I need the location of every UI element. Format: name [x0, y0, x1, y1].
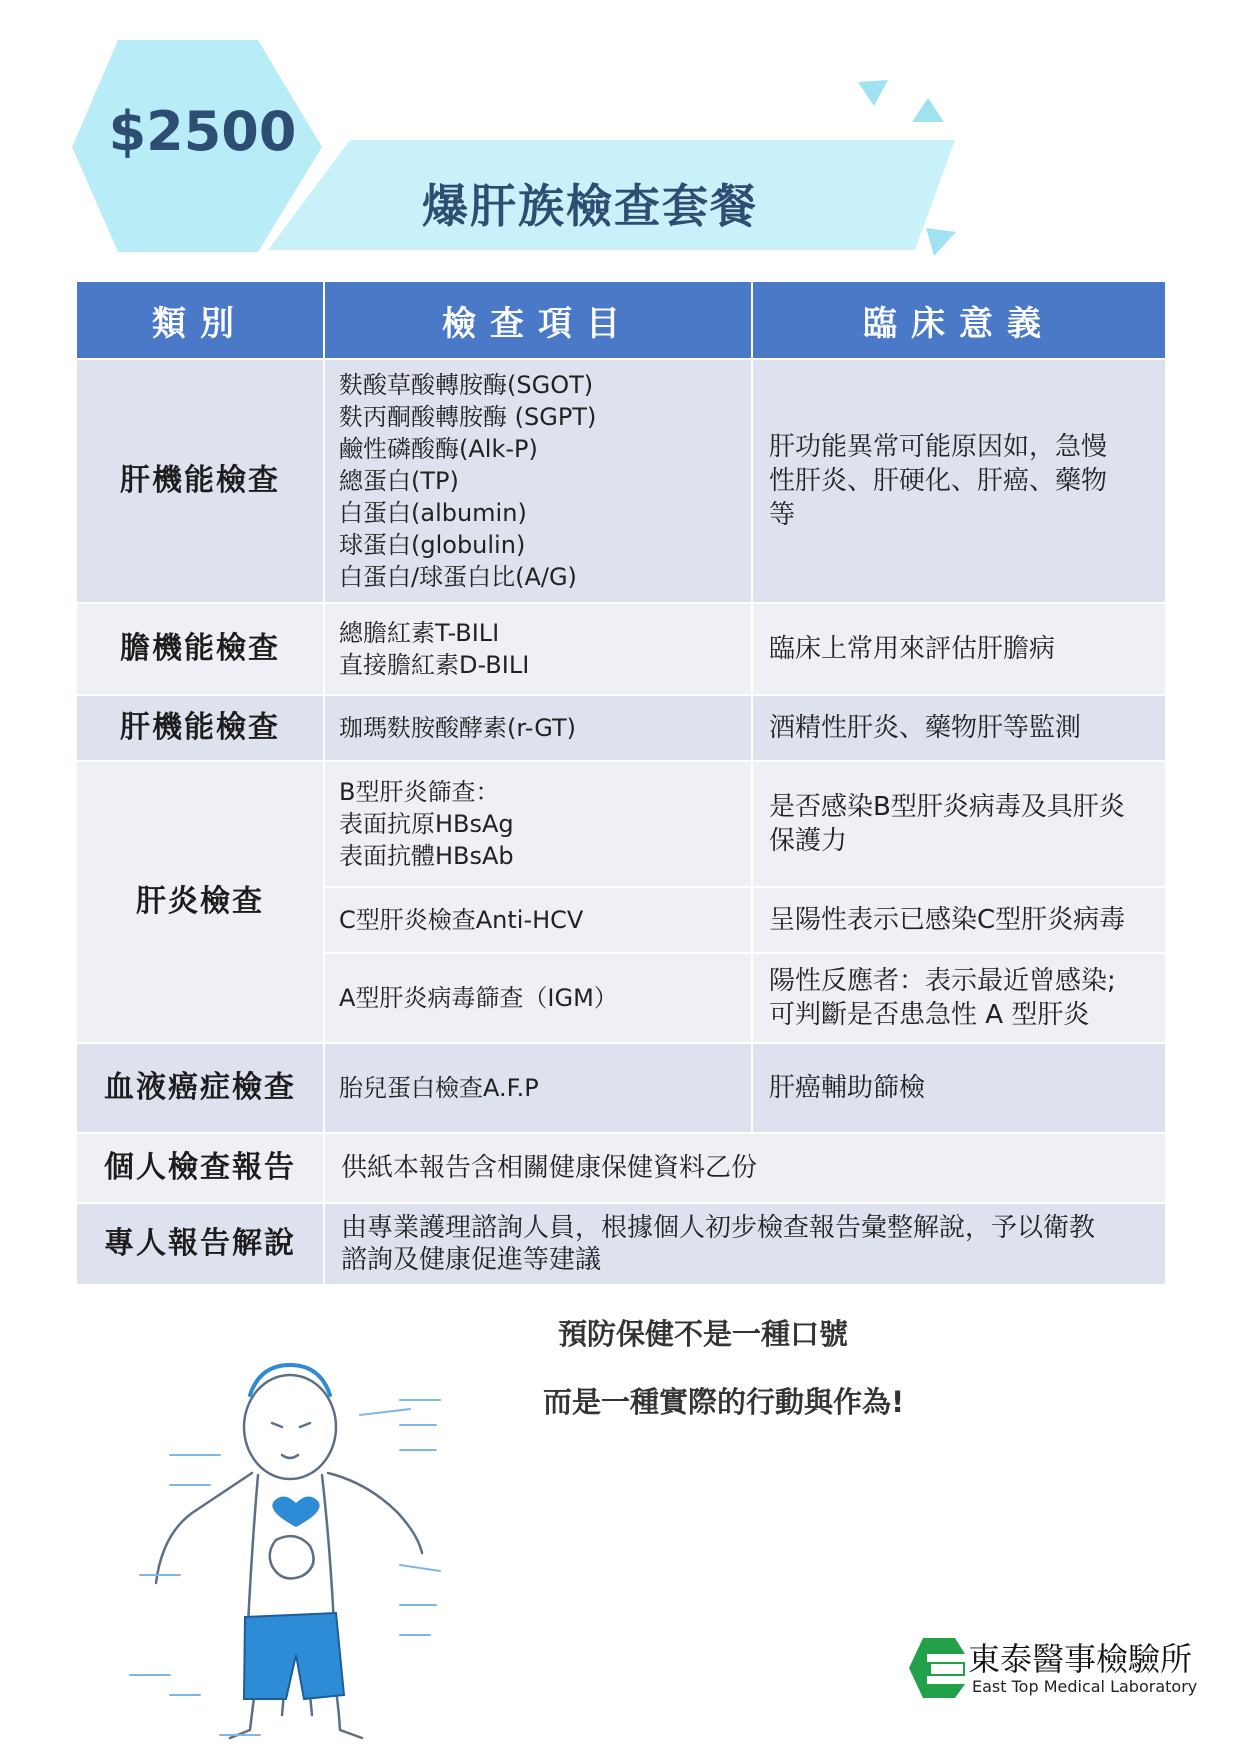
- items-cell: [324, 1043, 752, 1133]
- exam-item: 白蛋白/球蛋白比(A/G): [339, 563, 577, 591]
- exam-item: A型肝炎病毒篩查（IGM）: [339, 984, 618, 1012]
- category-cell: 肝炎檢查: [76, 761, 324, 1043]
- exam-item: 珈瑪麩胺酸酵素(r-GT): [339, 714, 576, 742]
- heart-shape: [272, 1496, 319, 1527]
- table-row-liver-function-ggt: [76, 695, 1166, 761]
- category-cell: 專人報告解說: [76, 1203, 324, 1285]
- meaning-text: 酒精性肝炎、藥物肝等監測: [769, 713, 1082, 743]
- items-cell: [324, 761, 752, 887]
- exam-item: B型肝炎篩查：: [339, 778, 500, 806]
- column-header-items: 檢查項目: [324, 281, 752, 359]
- meaning-text: 性肝炎、肝硬化、肝癌、藥物: [769, 466, 1108, 496]
- explanation-cell: [324, 1203, 1166, 1285]
- column-header-category: 類別: [76, 281, 324, 359]
- table-row-liver-function: [76, 359, 1166, 603]
- meaning-cell: [752, 887, 1166, 953]
- items-cell: [324, 887, 752, 953]
- meaning-cell: [752, 603, 1166, 695]
- page-title: 爆肝族檢查套餐: [422, 179, 758, 233]
- meaning-text: 等: [769, 500, 796, 530]
- exam-item: 麩丙酮酸轉胺酶 (SGPT): [339, 403, 597, 431]
- exam-item: 麩酸草酸轉胺酶(SGOT): [339, 371, 594, 399]
- meaning-text: 是否感染B型肝炎病毒及具肝炎: [769, 792, 1125, 822]
- exam-item: 總膽紅素T-BILI: [339, 619, 500, 647]
- table-row-personal-report: [76, 1133, 1166, 1203]
- exam-item: C型肝炎檢查Anti-HCV: [339, 906, 584, 934]
- meaning-text: 保護力: [769, 826, 848, 856]
- category-cell: 肝機能檢查: [76, 695, 324, 761]
- items-cell: [324, 953, 752, 1043]
- column-header-meaning: 臨床意義: [752, 281, 1166, 359]
- triangle-decoration: [858, 80, 888, 106]
- meaning-cell: [752, 695, 1166, 761]
- meaning-text: 可判斷是否患急性 A 型肝炎: [769, 1000, 1090, 1030]
- table-row-hepatitis-b: [76, 761, 1166, 887]
- exam-item: 球蛋白(globulin): [339, 531, 526, 559]
- report-cell: 供紙本報告含相關健康保健資料乙份: [324, 1133, 1166, 1203]
- price-tag: $2500: [108, 100, 297, 163]
- exam-item: 表面抗體HBsAb: [339, 842, 514, 870]
- items-cell: [324, 695, 752, 761]
- exam-item: 總蛋白(TP): [339, 467, 459, 495]
- table-row-report-explanation: [76, 1203, 1166, 1285]
- exam-table: [75, 280, 1167, 1286]
- meaning-cell: [752, 953, 1166, 1043]
- triangle-decoration: [912, 98, 944, 122]
- category-cell: 肝機能檢查: [76, 359, 324, 603]
- explanation-text: 諮詢及健康促進等建議: [341, 1245, 602, 1275]
- exam-item: 直接膽紅素D-BILI: [339, 651, 530, 679]
- triangle-decoration: [926, 228, 956, 256]
- meaning-cell: [752, 1043, 1166, 1133]
- table-header-row: [76, 281, 1166, 359]
- category-cell: 膽機能檢查: [76, 603, 324, 695]
- meaning-cell: [752, 761, 1166, 887]
- exam-item: 表面抗原HBsAg: [339, 810, 514, 838]
- meaning-text: 陽性反應者：表示最近曾感染;: [769, 966, 1116, 996]
- category-cell: 血液癌症檢查: [76, 1043, 324, 1133]
- table-row-gallbladder-function: [76, 603, 1166, 695]
- items-cell: [324, 603, 752, 695]
- explanation-text: 由專業護理諮詢人員，根據個人初步檢查報告彙整解說，予以衛教: [341, 1213, 1096, 1243]
- company-name: 東泰醫事檢驗所: [968, 1640, 1193, 1678]
- exam-item: 白蛋白(albumin): [339, 499, 527, 527]
- category-cell: 個人檢查報告: [76, 1133, 324, 1203]
- slogan-line-1: 預防保健不是一種口號: [558, 1317, 849, 1351]
- meaning-text: 呈陽性表示已感染C型肝炎病毒: [769, 905, 1126, 935]
- company-name-english: East Top Medical Laboratory: [972, 1677, 1198, 1696]
- slogan-line-2: 而是一種實際的行動與作為!: [543, 1385, 905, 1419]
- shorts-shape: [244, 1613, 344, 1699]
- body-illustration: [100, 1355, 520, 1745]
- table-row-blood-cancer: [76, 1043, 1166, 1133]
- meaning-text: 肝癌輔助篩檢: [769, 1073, 926, 1103]
- meaning-text: 臨床上常用來評估肝膽病: [769, 634, 1056, 664]
- exam-item: 鹼性磷酸酶(Alk-P): [339, 435, 538, 463]
- items-cell: [324, 359, 752, 603]
- meaning-cell: [752, 359, 1166, 603]
- exam-item: 胎兒蛋白檢查A.F.P: [339, 1074, 539, 1102]
- meaning-text: 肝功能異常可能原因如，急慢: [769, 432, 1108, 462]
